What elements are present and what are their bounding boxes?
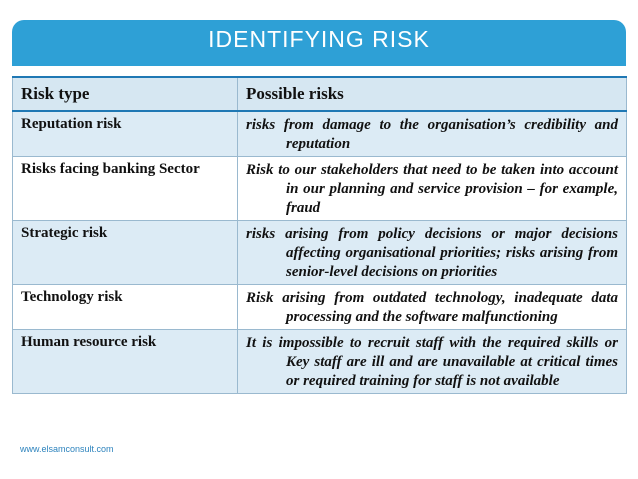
risk-type-cell: Reputation risk — [13, 111, 238, 157]
table-row — [13, 330, 627, 394]
possible-risks-cell: Risk arising from outdated technology, inadequate data processing and the software malfunctioning — [238, 285, 627, 330]
risk-type-cell: Risks facing banking Sector — [13, 157, 238, 221]
slide-title: IDENTIFYING RISK — [208, 26, 430, 52]
table-row — [13, 285, 627, 330]
risk-type-cell: Human resource risk — [13, 330, 238, 394]
table-row — [13, 221, 627, 285]
table-header-row — [13, 77, 627, 111]
risk-table — [12, 76, 627, 394]
footer-website: www.elsamconsult.com — [20, 444, 114, 454]
possible-risks-cell: Risk to our stakeholders that need to be taken into account in our planning and service provision – for example, fraud — [238, 157, 627, 221]
table-row — [13, 157, 627, 221]
column-header-possible-risks: Possible risks — [238, 77, 627, 111]
possible-risks-cell: It is impossible to recruit staff with the required skills or Key staff are ill and are unavailable at critical times or required training for staff is not available — [238, 330, 627, 394]
risk-type-cell: Technology risk — [13, 285, 238, 330]
risk-type-cell: Strategic risk — [13, 221, 238, 285]
possible-risks-cell: risks arising from policy decisions or major decisions affecting organisational priorities; risks arising from senior-level decisions on priorities — [238, 221, 627, 285]
table-row — [13, 111, 627, 157]
column-header-risk-type: Risk type — [13, 77, 238, 111]
possible-risks-cell: risks from damage to the organisation’s credibility and reputation — [238, 111, 627, 157]
